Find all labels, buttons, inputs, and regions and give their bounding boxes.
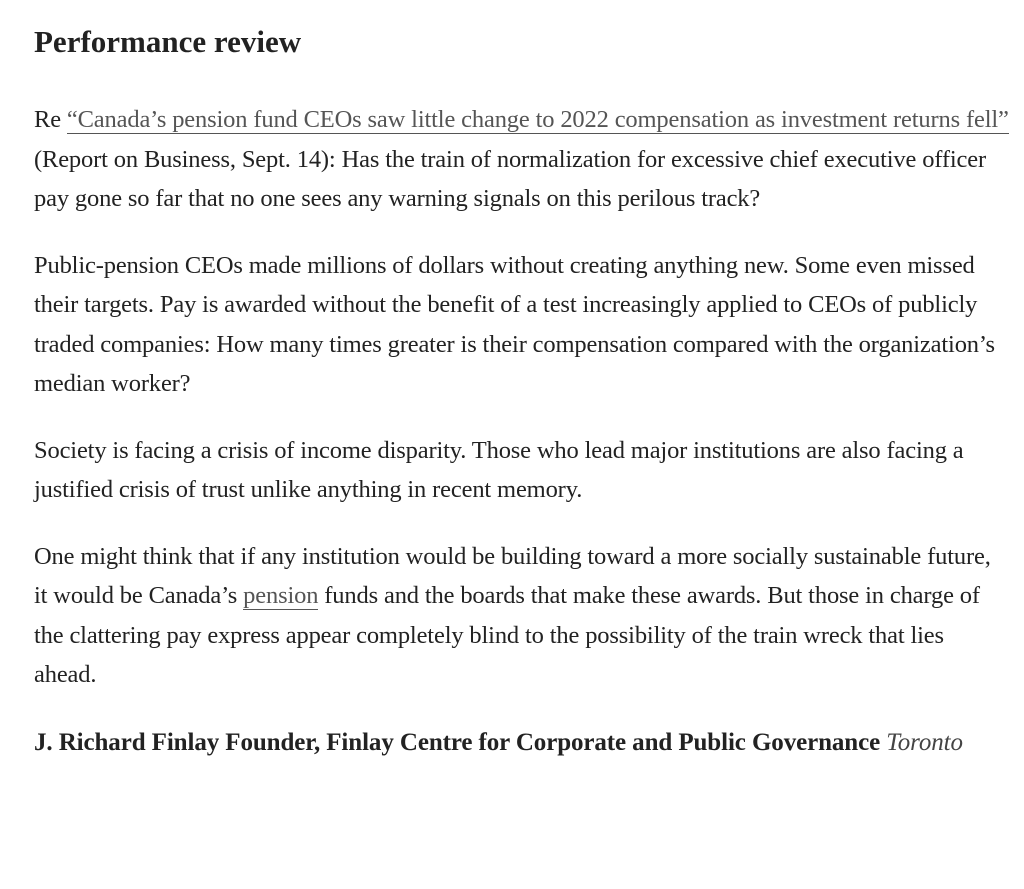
author-city: Toronto bbox=[886, 728, 963, 756]
paragraph-4-lead: One might think that if any institution would be building toward a more socially sustainable future, it would be Canada’s bbox=[34, 542, 991, 609]
pension-link[interactable]: pension bbox=[243, 582, 319, 609]
paragraph-1 bbox=[34, 100, 1009, 219]
letter-article bbox=[34, 22, 1009, 764]
article-reference-link[interactable]: “Canada’s pension fund CEOs saw little change to 2022 compensation as investment returns fell” bbox=[66, 106, 1009, 133]
paragraph-3: Society is facing a crisis of income disparity. Those who lead major institutions are also facing a justified crisis of trust unlike anything in recent memory. bbox=[34, 436, 964, 503]
paragraph-4 bbox=[34, 537, 1009, 695]
letter-heading: Performance review bbox=[34, 24, 302, 59]
paragraph-4-rest: funds and the boards that make these awards. But those in charge of the clattering pay express appear completely blind to the possibility of the train wreck that lies ahead. bbox=[34, 582, 980, 688]
author-name: J. Richard Finlay Founder, Finlay Centre for Corporate and Public Governance bbox=[34, 728, 881, 756]
letter-signature bbox=[34, 722, 1009, 764]
paragraph-1-rest: (Report on Business, Sept. 14): Has the train of normalization for excessive chief executive officer pay gone so far that no one sees any warning signals on this perilous track? bbox=[34, 145, 986, 212]
paragraph-2: Public-pension CEOs made millions of dollars without creating anything new. Some even missed their targets. Pay is awarded without the benefit of a test increasingly applied to CEOs of publicly traded companies: How many times greater is their compensation compared with the organization’s median worker? bbox=[34, 251, 995, 397]
paragraph-1-lead: Re bbox=[34, 106, 67, 133]
